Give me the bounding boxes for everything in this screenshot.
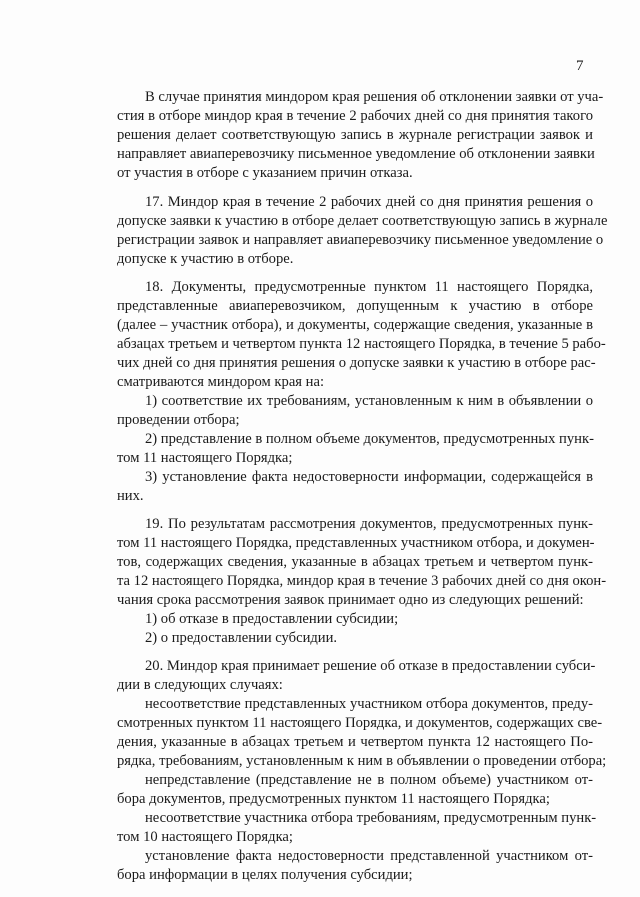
text-line: том 10 настоящего Порядка; <box>117 829 293 845</box>
text-line: допуске к участию в отборе. <box>117 251 294 267</box>
text-line: решения делает соответствующую запись в журнале регистрации заявок и <box>117 127 593 143</box>
text-line: рядка, требованиям, установленным к ним в объявлении о проведении отбора; <box>117 753 607 769</box>
text-line: том 11 настоящего Порядка; <box>117 450 293 466</box>
text-line: чания срока рассмотрения заявок принимает одно из следующих решений: <box>117 592 584 608</box>
text-line: несоответствие представленных участником отбора документов, преду- <box>145 696 593 712</box>
text-line: допуске заявки к участию в отборе делает соответствующую запись в журнале <box>117 213 608 229</box>
text-line: представленные авиаперевозчиком, допущенным к участию в отборе <box>117 298 593 314</box>
text-line: 3) установление факта недостоверности информации, содержащейся в <box>145 469 593 485</box>
text-line: 18. Документы, предусмотренные пунктом 11 настоящего Порядка, <box>145 279 593 295</box>
text-line: от участия в отборе с указанием причин отказа. <box>117 165 413 181</box>
text-line: чих дней со дня принятия решения о допуске заявки к участию в отборе рас- <box>117 355 596 371</box>
text-line: 2) о предоставлении субсидии. <box>145 630 338 646</box>
text-line: бора документов, предусмотренных пунктом 11 настоящего Порядка; <box>117 791 550 807</box>
text-line: непредставление (представление не в полном объеме) участником от- <box>145 772 593 788</box>
text-line: дения, указанные в абзацах третьем и четвертом пункта 12 настоящего По- <box>117 734 593 750</box>
text-line: смотренных пунктом 11 настоящего Порядка, и документов, содержащих све- <box>117 715 603 731</box>
text-line: 17. Миндор края в течение 2 рабочих дней со дня принятия решения о <box>145 194 593 210</box>
text-line: несоответствие участника отбора требованиям, предусмотренным пунк- <box>145 810 597 826</box>
text-line: 20. Миндор края принимает решение об отказе в предоставлении субси- <box>145 658 596 674</box>
text-line: 1) об отказе в предоставлении субсидии; <box>145 611 399 627</box>
page-number: 7 <box>576 58 584 74</box>
text-line: бора информации в целях получения субсидии; <box>117 867 413 883</box>
text-line: 2) представление в полном объеме документов, предусмотренных пунк- <box>145 431 594 447</box>
text-line: сматриваются миндором края на: <box>117 374 324 390</box>
text-line: проведении отбора; <box>117 412 240 428</box>
text-line: том 11 настоящего Порядка, представленных участником отбора, и докумен- <box>117 535 595 551</box>
text-line: них. <box>117 488 144 504</box>
text-line: установление факта недостоверности представленной участником от- <box>145 848 593 864</box>
text-line: (далее – участник отбора), и документы, содержащие сведения, указанные в <box>117 317 593 333</box>
text-line: регистрации заявок и направляет авиаперевозчику письменное уведомление о <box>117 232 604 248</box>
text-line: направляет авиаперевозчику письменное уведомление об отклонении заявки <box>117 146 595 162</box>
text-line: 1) соответствие их требованиям, установленным к ним в объявлении о <box>145 393 593 409</box>
text-line: 19. По результатам рассмотрения документов, предусмотренных пунк- <box>145 516 593 532</box>
text-line: В случае принятия миндором края решения об отклонении заявки от уча- <box>145 89 604 105</box>
text-line: та 12 настоящего Порядка, миндор края в течение 3 рабочих дней со дня окон- <box>117 573 607 589</box>
text-line: стия в отборе миндор края в течение 2 рабочих дней со дня принятия такого <box>117 108 593 124</box>
text-line: тов, содержащих сведения, указанные в абзацах третьем и четвертом пунк- <box>117 554 593 570</box>
text-line: дии в следующих случаях: <box>117 677 283 693</box>
text-line: абзацах третьем и четвертом пункта 12 настоящего Порядка, в течение 5 рабо- <box>117 336 606 352</box>
